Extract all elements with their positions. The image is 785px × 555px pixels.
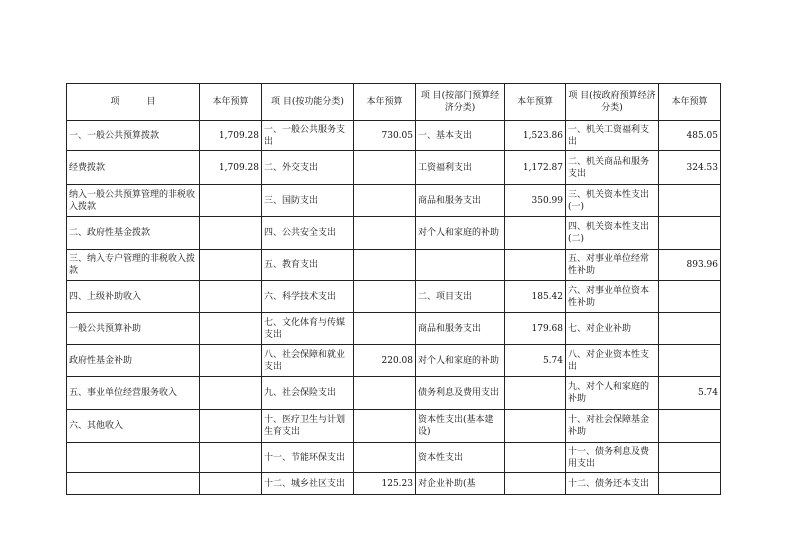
table-cell: 一、基本支出 [416, 121, 505, 151]
table-row [67, 121, 721, 151]
table-cell [67, 473, 200, 495]
table-cell [416, 250, 505, 281]
table-cell: 十、对社会保障基金补助 [566, 410, 659, 443]
table-cell: 324.53 [659, 151, 721, 185]
table-cell: 十二、城乡社区支出 [262, 473, 354, 495]
table-cell: 179.68 [505, 313, 566, 345]
table-cell: 一、机关工资福利支出 [566, 121, 659, 151]
table-cell: 八、对企业资本性支出 [566, 345, 659, 377]
table-cell: 商品和服务支出 [416, 313, 505, 345]
table-cell: 1,523.86 [505, 121, 566, 151]
table-cell [200, 281, 262, 313]
table-cell [200, 410, 262, 443]
table-cell: 5.74 [505, 345, 566, 377]
header-dept-economic-item: 项 目(按部门预算经济分类) [416, 84, 505, 121]
table-cell [505, 443, 566, 473]
table-cell [200, 313, 262, 345]
table-cell [67, 443, 200, 473]
table-cell: 四、机关资本性支出(二) [566, 217, 659, 250]
table-cell [354, 281, 416, 313]
table-cell [659, 473, 721, 495]
table-row [67, 281, 721, 313]
table-cell [200, 250, 262, 281]
table-cell: 对个人和家庭的补助 [416, 345, 505, 377]
table-cell: 纳入一般公共预算管理的非税收入拨款 [67, 185, 200, 217]
table-cell [200, 377, 262, 410]
table-cell [505, 217, 566, 250]
table-cell [659, 443, 721, 473]
table-cell: 350.99 [505, 185, 566, 217]
table-cell [200, 345, 262, 377]
table-cell [659, 217, 721, 250]
table-cell: 三、纳入专户管理的非税收入拨款 [67, 250, 200, 281]
table-cell: 资本性支出 [416, 443, 505, 473]
table-cell [354, 250, 416, 281]
table-cell: 二、政府性基金拨款 [67, 217, 200, 250]
table-cell: 893.96 [659, 250, 721, 281]
table-cell: 八、社会保障和就业支出 [262, 345, 354, 377]
table-cell [354, 217, 416, 250]
table-cell [200, 185, 262, 217]
table-row [67, 151, 721, 185]
table-cell: 工资福利支出 [416, 151, 505, 185]
table-cell: 九、社会保险支出 [262, 377, 354, 410]
table-row [67, 410, 721, 443]
header-budget: 本年预算 [200, 84, 262, 121]
table-cell: 二、外交支出 [262, 151, 354, 185]
table-cell: 一、一般公共服务支出 [262, 121, 354, 151]
header-function-item: 项 目(按功能分类) [262, 84, 354, 121]
header-row [67, 84, 721, 121]
table-cell: 185.42 [505, 281, 566, 313]
table-cell: 1,709.28 [200, 151, 262, 185]
table-cell: 债务利息及费用支出 [416, 377, 505, 410]
table-cell [200, 217, 262, 250]
table-cell [659, 410, 721, 443]
table-cell [659, 345, 721, 377]
table-cell: 1,172.87 [505, 151, 566, 185]
table-cell [659, 313, 721, 345]
table-row [67, 345, 721, 377]
table-cell: 政府性基金补助 [67, 345, 200, 377]
table-cell: 六、其他收入 [67, 410, 200, 443]
table-cell [354, 151, 416, 185]
table-cell: 商品和服务支出 [416, 185, 505, 217]
table-cell: 二、机关商品和服务支出 [566, 151, 659, 185]
table-cell: 730.05 [354, 121, 416, 151]
table-row [67, 473, 721, 495]
table-cell [659, 185, 721, 217]
table-cell: 三、机关资本性支出(一) [566, 185, 659, 217]
table-cell: 对企业补助(基 [416, 473, 505, 495]
table-cell: 四、公共安全支出 [262, 217, 354, 250]
table-cell [354, 313, 416, 345]
header-budget: 本年预算 [505, 84, 566, 121]
table-cell [505, 377, 566, 410]
table-cell: 九、对个人和家庭的补助 [566, 377, 659, 410]
table-cell: 七、文化体育与传媒支出 [262, 313, 354, 345]
table-cell: 七、对企业补助 [566, 313, 659, 345]
table-row [67, 377, 721, 410]
header-budget: 本年预算 [354, 84, 416, 121]
table-cell [659, 281, 721, 313]
table-cell: 四、上级补助收入 [67, 281, 200, 313]
table-cell: 六、对事业单位资本性补助 [566, 281, 659, 313]
table-cell: 五、教育支出 [262, 250, 354, 281]
table-row [67, 185, 721, 217]
table-row [67, 443, 721, 473]
table-cell: 5.74 [659, 377, 721, 410]
table-cell: 三、国防支出 [262, 185, 354, 217]
table-cell: 十一、节能环保支出 [262, 443, 354, 473]
table-cell: 十一、债务利息及费用支出 [566, 443, 659, 473]
table-cell: 对个人和家庭的补助 [416, 217, 505, 250]
table-cell: 五、事业单位经营服务收入 [67, 377, 200, 410]
table-cell: 1,709.28 [200, 121, 262, 151]
table-cell: 经费拨款 [67, 151, 200, 185]
table-cell [505, 250, 566, 281]
table-cell [354, 377, 416, 410]
budget-table [66, 83, 721, 495]
table-cell [505, 473, 566, 495]
table-row [67, 217, 721, 250]
table-cell: 125.23 [354, 473, 416, 495]
header-gov-economic-item: 项 目(按政府预算经济分类) [566, 84, 659, 121]
table-cell: 十二、债务还本支出 [566, 473, 659, 495]
table-cell [354, 410, 416, 443]
table-cell: 二、项目支出 [416, 281, 505, 313]
table-cell [200, 473, 262, 495]
table-cell [354, 185, 416, 217]
table-row [67, 250, 721, 281]
table-cell [505, 410, 566, 443]
table-cell: 485.05 [659, 121, 721, 151]
table-cell: 资本性支出(基本建设) [416, 410, 505, 443]
table-cell: 十、医疗卫生与计划生育支出 [262, 410, 354, 443]
table-cell [354, 443, 416, 473]
header-budget: 本年预算 [659, 84, 721, 121]
table-cell: 五、对事业单位经常性补助 [566, 250, 659, 281]
header-item: 项 目 [67, 84, 200, 121]
table-cell: 一般公共预算补助 [67, 313, 200, 345]
table-cell [200, 443, 262, 473]
table-row [67, 313, 721, 345]
table-cell: 一、一般公共预算拨款 [67, 121, 200, 151]
table-cell: 六、科学技术支出 [262, 281, 354, 313]
table-cell: 220.08 [354, 345, 416, 377]
